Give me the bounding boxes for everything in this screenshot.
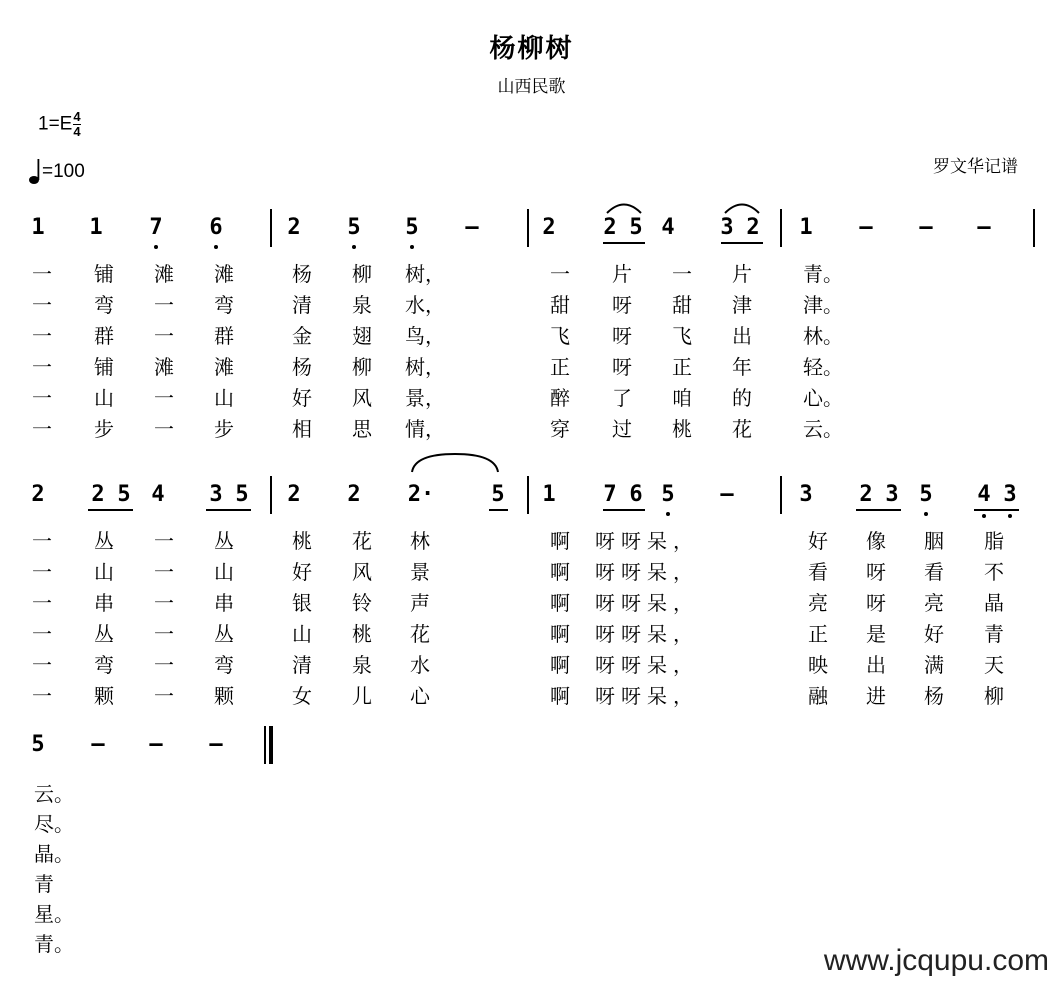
note: 4 [151, 482, 165, 507]
lyric: 亮 [808, 591, 828, 615]
lyric: 融 [808, 684, 828, 708]
lyric: 一 [672, 262, 692, 286]
lyric: 步 [214, 417, 234, 441]
lyric: 桃 [672, 417, 692, 441]
note: 1 [542, 482, 556, 507]
lyric: 丛 [94, 529, 114, 553]
beam-underline [974, 509, 1019, 511]
lyric: 风 [352, 386, 372, 410]
note: 3 [1003, 482, 1017, 507]
note: – [149, 732, 163, 757]
lyric: 看 [808, 560, 828, 584]
lyric: 柳 [352, 262, 372, 286]
lyric: 滩 [214, 262, 234, 286]
note: 7 [603, 482, 617, 507]
key-signature [38, 110, 81, 139]
note: 5 [661, 482, 675, 507]
lyric: 满 [924, 653, 944, 677]
lyric: 树， [405, 355, 445, 379]
note: 5 [629, 215, 643, 240]
lyric: 一 [154, 417, 174, 441]
lyric: 弯 [94, 293, 114, 317]
lyric: 一 [154, 622, 174, 646]
lyric: 泉 [352, 653, 372, 677]
bar-line [270, 209, 272, 247]
lyric: 一 [32, 293, 52, 317]
low-octave-dot [982, 514, 986, 518]
note: 1 [31, 215, 45, 240]
lyric: 一 [32, 529, 52, 553]
beam-underline [603, 242, 645, 244]
lyric: 津 [732, 293, 752, 317]
lyric: 云。 [803, 417, 843, 441]
lyric: 群 [214, 324, 234, 348]
lyric: 啊 [550, 591, 570, 615]
note: 5 [491, 482, 505, 507]
lyric: 杨 [292, 355, 312, 379]
lyric: 串 [214, 591, 234, 615]
note: 2 [746, 215, 760, 240]
lyric: 山 [214, 386, 234, 410]
note: 5 [919, 482, 933, 507]
lyric: 穿 [550, 417, 570, 441]
lyric: 醉 [550, 386, 570, 410]
lyric: 情， [405, 417, 445, 441]
note: 1 [799, 215, 813, 240]
lyric: 相 [292, 417, 312, 441]
lyric: 丛 [214, 529, 234, 553]
lyric: 树， [405, 262, 445, 286]
note: – [91, 732, 105, 757]
lyric: 青。 [803, 262, 843, 286]
lyric: 风 [352, 560, 372, 584]
lyric: 啊 [550, 653, 570, 677]
lyric: 山 [214, 560, 234, 584]
lyric: 一 [32, 262, 52, 286]
lyric: 飞 [550, 324, 570, 348]
time-signature-bottom: 4 [73, 124, 81, 139]
lyric: 儿 [352, 684, 372, 708]
lyric: 一 [154, 324, 174, 348]
lyric: 好 [808, 529, 828, 553]
lyric: 银 [292, 591, 312, 615]
lyric: 桃 [352, 622, 372, 646]
lyric: 一 [32, 355, 52, 379]
note: – [209, 732, 223, 757]
lyric: 好 [924, 622, 944, 646]
lyric: 杨 [924, 684, 944, 708]
quarter-note-icon [28, 158, 42, 186]
lyric: 颗 [94, 684, 114, 708]
lyric: 清 [292, 293, 312, 317]
key-label: 1=E [38, 113, 73, 135]
lyric: 颗 [214, 684, 234, 708]
note: 5 [347, 215, 361, 240]
lyric: 不 [984, 560, 1004, 584]
lyric: 津。 [803, 293, 843, 317]
lyric: 片 [732, 262, 752, 286]
lyric: 晶 [984, 591, 1004, 615]
note: 2 [287, 482, 301, 507]
lyric: 丛 [94, 622, 114, 646]
note: 2 [91, 482, 105, 507]
low-octave-dot [214, 245, 218, 249]
lyric: 正 [550, 355, 570, 379]
note: – [720, 482, 734, 507]
lyric: 呀 [612, 293, 632, 317]
note: 3 [799, 482, 813, 507]
lyric: 青 [34, 872, 54, 896]
beam-underline [721, 242, 763, 244]
lyric: 一 [32, 684, 52, 708]
lyric: 心 [410, 684, 430, 708]
song-title: 杨柳树 [489, 34, 574, 64]
bar-line [527, 476, 529, 514]
lyric: 弯 [214, 293, 234, 317]
lyric: 花 [732, 417, 752, 441]
lyric: 泉 [352, 293, 372, 317]
note: – [977, 215, 991, 240]
time-signature [73, 110, 80, 139]
lyric: 呀 [866, 591, 886, 615]
lyric: 飞 [672, 324, 692, 348]
beam-underline [88, 509, 133, 511]
note: 2· [407, 482, 435, 507]
lyric: 呀呀呆， [595, 653, 699, 677]
lyric: 呀 [612, 355, 632, 379]
lyric: 好 [292, 386, 312, 410]
lyric: 一 [154, 560, 174, 584]
lyric: 正 [808, 622, 828, 646]
lyric: 了 [612, 386, 632, 410]
lyric: 柳 [984, 684, 1004, 708]
note: 7 [149, 215, 163, 240]
watermark: www.jcqupu.com [823, 944, 1049, 977]
lyric: 啊 [550, 684, 570, 708]
low-octave-dot [1008, 514, 1012, 518]
bar-line [1033, 209, 1035, 247]
lyric: 星。 [34, 902, 74, 926]
lyric: 咱 [672, 386, 692, 410]
lyric: 一 [32, 653, 52, 677]
lyric: 一 [32, 324, 52, 348]
lyric: 甜 [672, 293, 692, 317]
lyric: 年 [732, 355, 752, 379]
lyric: 甜 [550, 293, 570, 317]
note: 6 [629, 482, 643, 507]
lyric: 呀呀呆， [595, 529, 699, 553]
lyric: 一 [154, 591, 174, 615]
lyric: 一 [154, 293, 174, 317]
note: 2 [603, 215, 617, 240]
lyric: 出 [866, 653, 886, 677]
lyric: 好 [292, 560, 312, 584]
lyric: 声 [410, 591, 430, 615]
lyric: 滩 [154, 355, 174, 379]
slur-row1-b [725, 205, 759, 214]
note: 2 [347, 482, 361, 507]
lyric: 呀呀呆， [595, 622, 699, 646]
lyric: 呀呀呆， [595, 684, 699, 708]
low-octave-dot [352, 245, 356, 249]
lyric: 水 [410, 653, 430, 677]
lyric: 思 [352, 417, 372, 441]
note: 5 [31, 732, 45, 757]
lyric: 出 [732, 324, 752, 348]
lyric: 青。 [34, 932, 74, 956]
lyric: 一 [32, 560, 52, 584]
lyric: 水， [405, 293, 445, 317]
bar-line [270, 476, 272, 514]
tie-row2 [412, 454, 498, 472]
final-bar-thick [269, 726, 273, 764]
note: 5 [405, 215, 419, 240]
note: 2 [287, 215, 301, 240]
lyric: 弯 [214, 653, 234, 677]
lyric: 一 [154, 684, 174, 708]
low-octave-dot [154, 245, 158, 249]
note: – [465, 215, 479, 240]
transcriber-credit: 罗文华记谱 [933, 157, 1018, 177]
tempo-value: =100 [42, 161, 85, 183]
lyric: 啊 [550, 622, 570, 646]
lyric: 林 [410, 529, 430, 553]
note: 2 [859, 482, 873, 507]
lyric: 桃 [292, 529, 312, 553]
lyric: 一 [32, 417, 52, 441]
lyric: 步 [94, 417, 114, 441]
lyric: 像 [866, 529, 886, 553]
lyric: 进 [866, 684, 886, 708]
beam-underline [489, 509, 508, 511]
lyric: 杨 [292, 262, 312, 286]
lyric: 景， [405, 386, 445, 410]
bar-line [780, 209, 782, 247]
lyric: 串 [94, 591, 114, 615]
lyric: 脂 [984, 529, 1004, 553]
note: 4 [661, 215, 675, 240]
note: – [859, 215, 873, 240]
lyric: 映 [808, 653, 828, 677]
lyric: 景 [410, 560, 430, 584]
lyric: 呀 [866, 560, 886, 584]
lyric: 是 [866, 622, 886, 646]
bar-line [527, 209, 529, 247]
lyric: 一 [32, 622, 52, 646]
lyric: 轻。 [803, 355, 843, 379]
note: 5 [117, 482, 131, 507]
lyric: 铺 [94, 355, 114, 379]
lyric: 过 [612, 417, 632, 441]
lyric: 亮 [924, 591, 944, 615]
note: 6 [209, 215, 223, 240]
bar-line [780, 476, 782, 514]
lyric: 一 [32, 386, 52, 410]
note: – [919, 215, 933, 240]
lyric: 柳 [352, 355, 372, 379]
lyric: 群 [94, 324, 114, 348]
lyric: 清 [292, 653, 312, 677]
lyric: 鸟， [405, 324, 445, 348]
lyric: 山 [94, 386, 114, 410]
note: 4 [977, 482, 991, 507]
lyric: 一 [154, 386, 174, 410]
time-signature-top: 4 [73, 109, 81, 124]
lyric: 胭 [924, 529, 944, 553]
lyric: 云。 [34, 782, 74, 806]
note: 5 [235, 482, 249, 507]
lyric: 啊 [550, 560, 570, 584]
final-bar-thin [264, 726, 266, 764]
lyric: 金 [292, 324, 312, 348]
note: 3 [209, 482, 223, 507]
lyric: 青 [984, 622, 1004, 646]
lyric: 看 [924, 560, 944, 584]
lyric: 啊 [550, 529, 570, 553]
lyric: 一 [32, 591, 52, 615]
lyric: 心。 [803, 386, 843, 410]
lyric: 林。 [803, 324, 843, 348]
note: 1 [89, 215, 103, 240]
note: 3 [720, 215, 734, 240]
lyric: 铺 [94, 262, 114, 286]
lyric: 滩 [154, 262, 174, 286]
lyric: 丛 [214, 622, 234, 646]
lyric: 山 [94, 560, 114, 584]
beam-underline [856, 509, 901, 511]
lyric: 山 [292, 622, 312, 646]
lyric: 一 [154, 653, 174, 677]
lyric: 花 [410, 622, 430, 646]
lyric: 晶。 [34, 842, 74, 866]
low-octave-dot [924, 512, 928, 516]
tempo-marking [28, 158, 85, 186]
lyric: 片 [612, 262, 632, 286]
beam-underline [206, 509, 251, 511]
lyric: 一 [154, 529, 174, 553]
note: 2 [31, 482, 45, 507]
lyric: 呀 [612, 324, 632, 348]
lyric: 正 [672, 355, 692, 379]
lyric: 呀呀呆， [595, 560, 699, 584]
lyric: 翅 [352, 324, 372, 348]
lyric: 一 [550, 262, 570, 286]
lyric: 滩 [214, 355, 234, 379]
lyric: 女 [292, 684, 312, 708]
note: 2 [542, 215, 556, 240]
lyric: 天 [984, 653, 1004, 677]
low-octave-dot [666, 512, 670, 516]
lyric: 铃 [352, 591, 372, 615]
song-subtitle: 山西民歌 [497, 77, 566, 97]
lyric: 花 [352, 529, 372, 553]
note: 3 [885, 482, 899, 507]
lyric: 弯 [94, 653, 114, 677]
lyric: 的 [732, 386, 752, 410]
lyric: 呀呀呆， [595, 591, 699, 615]
beam-underline [603, 509, 645, 511]
slur-row1-a [607, 205, 641, 214]
low-octave-dot [410, 245, 414, 249]
lyric: 尽。 [34, 812, 74, 836]
